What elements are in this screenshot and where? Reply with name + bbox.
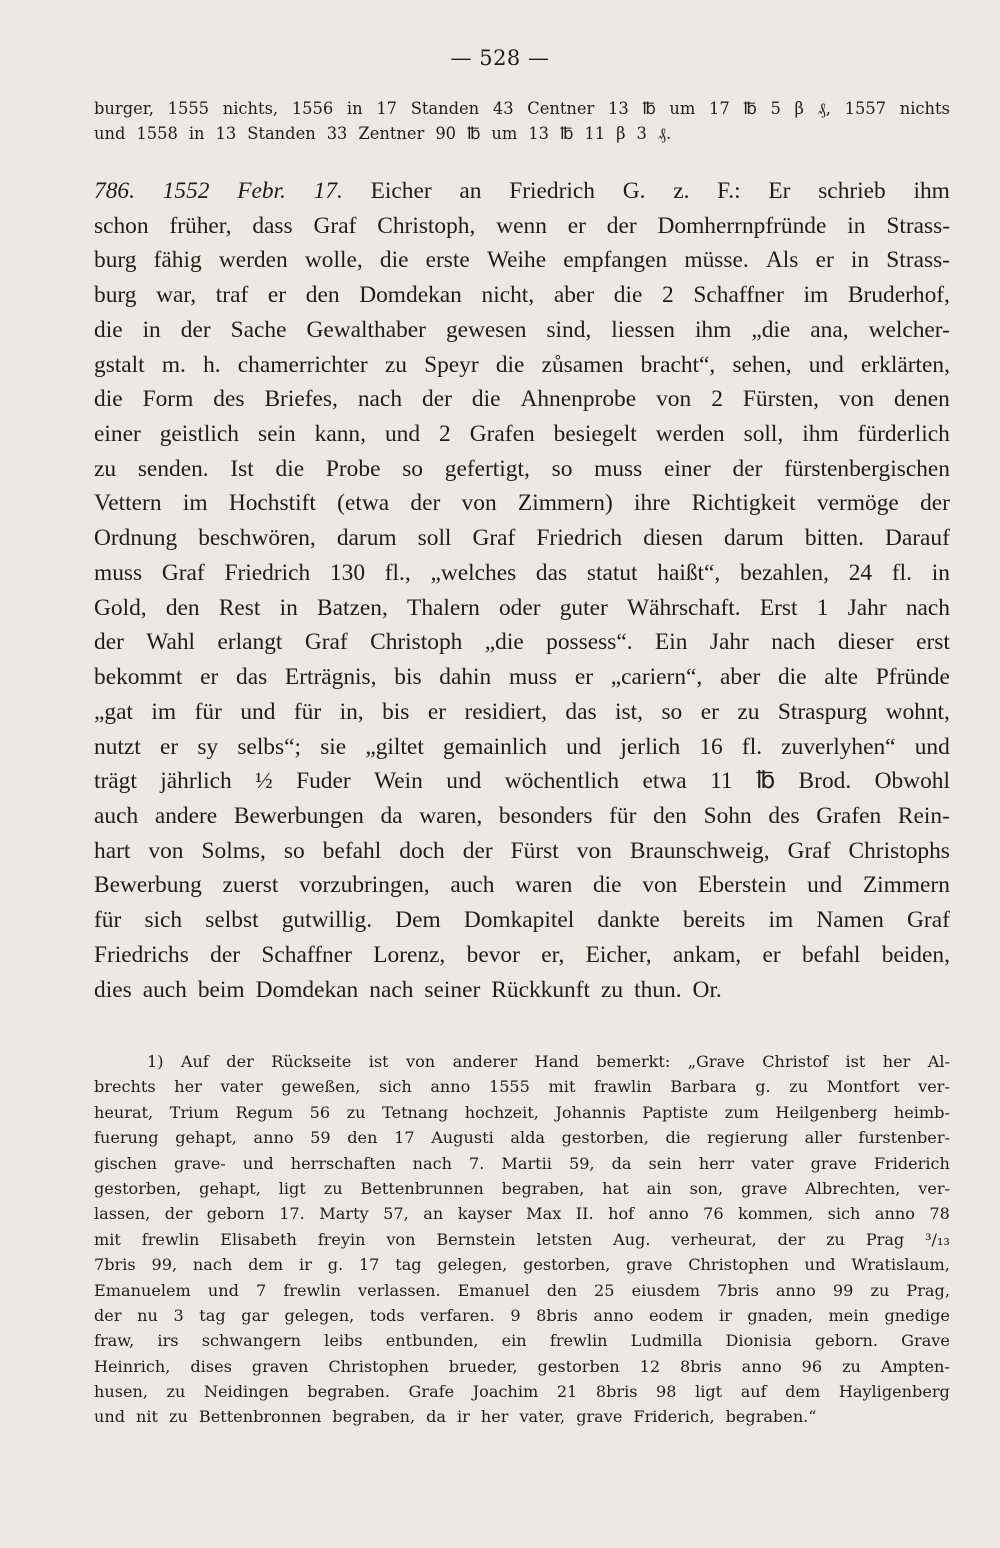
text-line: zu senden. Ist die Probe so gefertigt, so muss einer der fürstenbergischen (94, 455, 950, 482)
text-line: Vettern im Hochstift (etwa der von Zimmern) ihre Richtigkeit vermöge der (94, 490, 950, 517)
footnote-line: mit frewlin Elisabeth freyin von Bernstein letsten Aug. verheurat, der zu Prag ³/₁₃ (94, 1229, 950, 1249)
text-line: schon früher, dass Graf Christoph, wenn er der Domherrnpfründe in Strass- (94, 212, 950, 239)
text-line: dies auch beim Domdekan nach seiner Rückkunft zu thun. Or. (94, 976, 722, 1003)
text-line: burg fähig werden wolle, die erste Weihe empfangen müsse. Als er in Strass- (94, 247, 950, 274)
text-line: trägt jährlich ½ Fuder Wein und wöchentlich etwa 11 ℔ Brod. Obwohl (94, 768, 950, 795)
footnote-line: husen, zu Neidingen begraben. Grafe Joachim 21 8bris 98 ligt auf dem Hayligenberg (94, 1382, 950, 1402)
footnote-line: heurat, Trium Regum 56 zu Tetnang hochzeit, Johannis Paptiste zum Heilgenberg heimb- (94, 1102, 950, 1122)
footnote-line: Heinrich, dises graven Christophen brueder, gestorben 12 8bris anno 96 zu Ampten- (94, 1356, 950, 1376)
page-number: — 528 — (450, 46, 550, 70)
text-line: Ordnung beschwören, darum soll Graf Friedrich diesen darum bitten. Darauf (94, 525, 950, 552)
text-line: die in der Sache Gewalthaber gewesen sind, liessen ihm „die ana, welcher- (94, 316, 950, 343)
footnote-1 (94, 1049, 950, 1430)
entry-heading-line: 786. 1552 Febr. 17. Eicher an Friedrich G. z. F.: Er schrieb ihm (94, 178, 950, 204)
text-line: Bewerbung zuerst vorzubringen, auch waren die von Eberstein und Zimmern (94, 872, 950, 899)
footnote-line: lassen, der geborn 17. Marty 57, an kayser Max II. hof anno 76 kommen, sich anno 78 (94, 1204, 950, 1224)
footnote-line: gestorben, gehapt, ligt zu Bettenbrunnen begraben, hat ain son, grave Albrechten, ver- (94, 1178, 950, 1198)
footnote-line: gischen grave- und herrschaften nach 7. Martii 59, da sein herr vater grave Friderich (94, 1153, 950, 1173)
text-line: burg war, traf er den Domdekan nicht, aber die 2 Schaffner im Bruderhof, (94, 282, 950, 309)
text-line: muss Graf Friedrich 130 fl., „welches das statut haißt“, bezahlen, 24 fl. in (94, 559, 950, 586)
text-line: Gold, den Rest in Batzen, Thalern oder guter Währschaft. Erst 1 Jahr nach (94, 594, 950, 621)
text-line: „gat im für und für in, bis er residiert, das ist, so er zu Straspurg wohnt, (94, 698, 950, 725)
text-line: burger, 1555 nichts, 1556 in 17 Standen 43 Centner 13 ℔ um 17 ℔ 5 β ₰, 1557 nichts (94, 99, 950, 118)
text-line: die Form des Briefes, nach der die Ahnenprobe von 2 Fürsten, von denen (94, 386, 950, 413)
continued-text-block (94, 96, 950, 146)
text-line: Friedrichs der Schaffner Lorenz, bevor er, Eicher, ankam, er befahl beiden, (94, 941, 950, 968)
text-line: und 1558 in 13 Standen 33 Zentner 90 ℔ um 13 ℔ 11 β 3 ₰. (94, 124, 672, 143)
footnote-line: Emanuelem und 7 frewlin verlassen. Emanuel den 25 eiusdem 7bris anno 99 zu Prag, (94, 1280, 950, 1300)
footnote-line: brechts her vater geweßen, sich anno 1555 mit frawlin Barbara g. zu Montfort ver- (94, 1077, 950, 1097)
entry-786-paragraph (94, 174, 950, 1007)
footnote-line: 7bris 99, nach dem ir g. 17 tag gelegen, gestorben, grave Christophen und Wratislaum, (94, 1255, 950, 1275)
text-line: der Wahl erlangt Graf Christoph „die possess“. Ein Jahr nach dieser erst (94, 629, 950, 656)
text-line: einer geistlich sein kann, und 2 Grafen besiegelt werden soll, ihm fürderlich (94, 421, 950, 448)
text-line: hart von Solms, so befahl doch der Fürst von Braunschweig, Graf Christophs (94, 837, 950, 864)
footnote-line: fraw, irs schwangern leibs entbunden, ein frewlin Ludmilla Dionisia geborn. Grave (94, 1331, 950, 1351)
text-line: für sich selbst gutwillig. Dem Domkapitel dankte bereits im Namen Graf (94, 907, 950, 934)
text-line: gstalt m. h. chamerrichter zu Speyr die zůsamen bracht“, sehen, und erklärten, (94, 351, 950, 378)
footnote-line: 1) Auf der Rückseite ist von anderer Hand bemerkt: „Grave Christof ist her Al- (147, 1052, 950, 1071)
text-line: bekommt er das Erträgnis, bis dahin muss er „cariern“, aber die alte Pfründe (94, 664, 950, 691)
footnote-line: fuerung gehapt, anno 59 den 17 Augusti alda gestorben, die regierung aller furstenber- (94, 1128, 950, 1148)
footnote-line: der nu 3 tag gar gelegen, tods verfaren. 9 8bris anno eodem ir gnaden, mein gnedige (94, 1305, 950, 1325)
text-line: auch andere Bewerbungen da waren, besonders für den Sohn des Grafen Rein- (94, 802, 950, 829)
text-line: nutzt er sy selbs“; sie „giltet gemainlich und jerlich 16 fl. zuverlyhen“ und (94, 733, 950, 760)
footnote-line: und nit zu Bettenbronnen begraben, da ir her vater, grave Friderich, begraben.“ (94, 1407, 817, 1427)
